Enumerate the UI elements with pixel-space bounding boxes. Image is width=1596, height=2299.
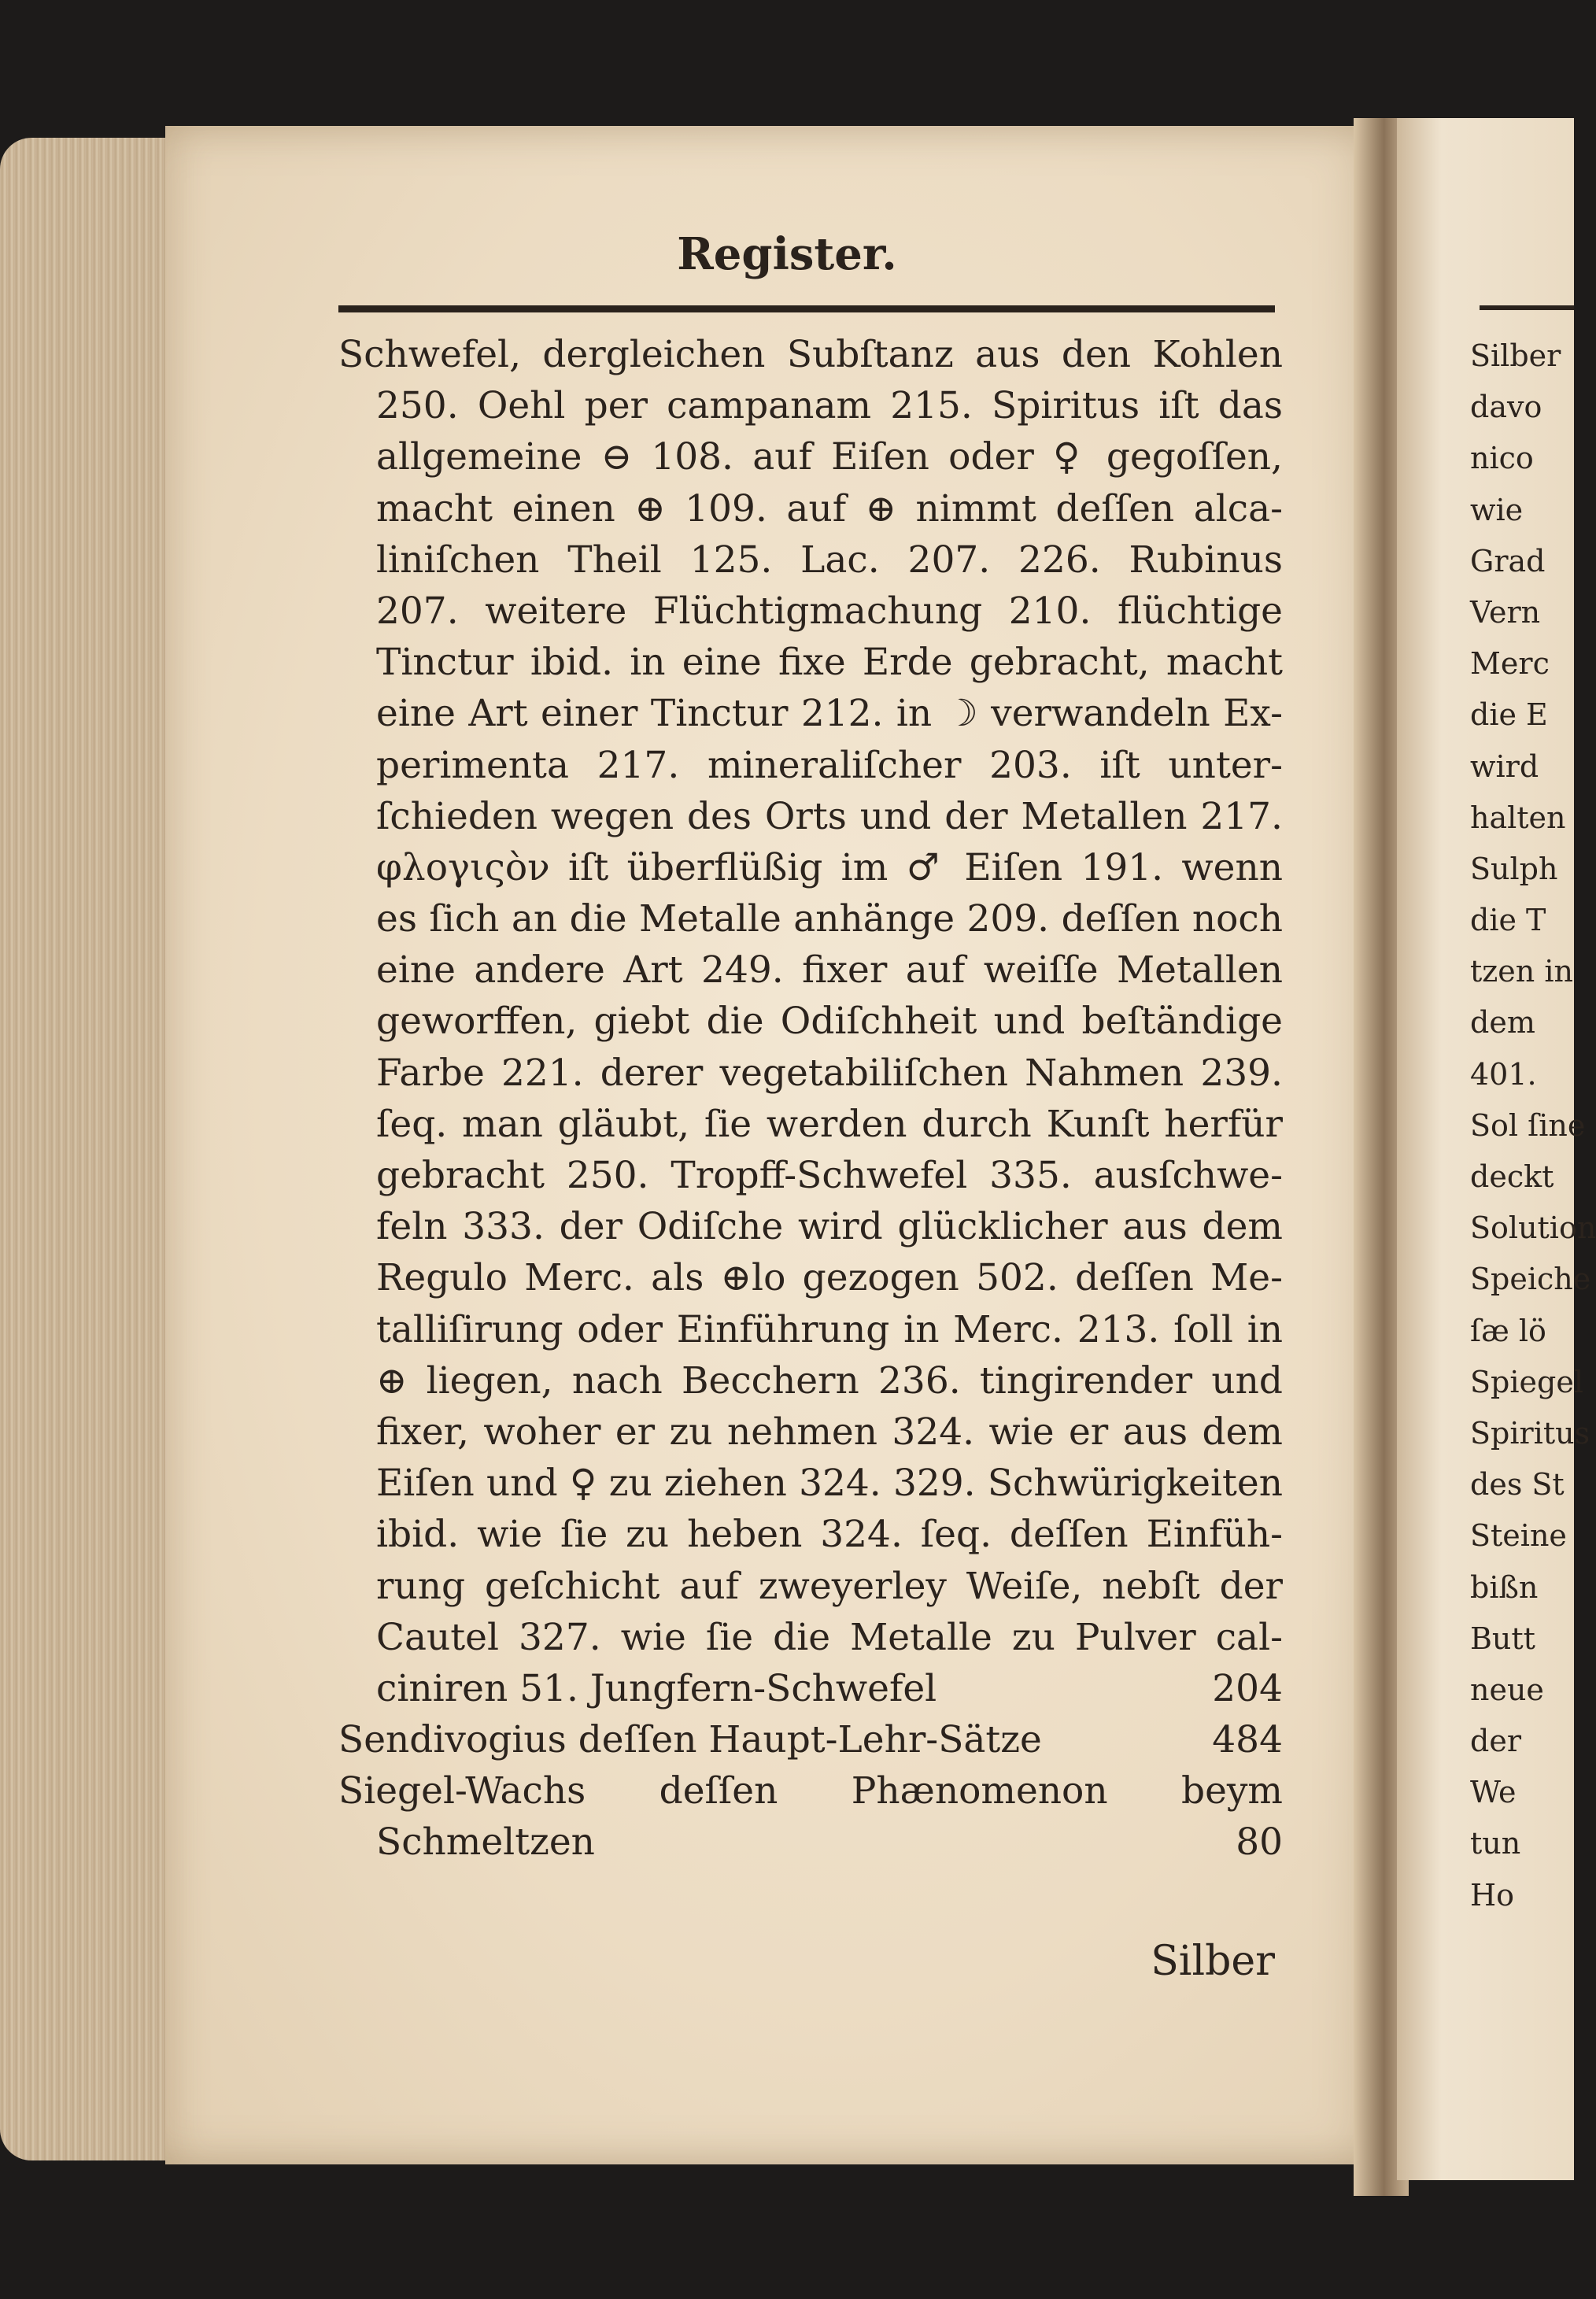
text-line: fixer, woher er zu nehmen 324. wie er aus dem (376, 1410, 1283, 1454)
facing-page-fragments (1470, 331, 1596, 1921)
facing-page-rule (1480, 305, 1574, 310)
text-line: liniſchen Theil 125. Lac. 207. 226. Rubinus (376, 538, 1283, 582)
facing-line: Merc (1470, 646, 1550, 682)
text-line: 250. Oehl per campanam 215. Spiritus iſt das (376, 384, 1283, 428)
facing-line: Speiche (1470, 1262, 1591, 1297)
facing-line: Spiritus (1470, 1415, 1590, 1451)
facing-line: Sol ſine (1470, 1107, 1586, 1143)
index-entry (338, 1663, 1283, 1714)
facing-line: dem (1470, 1005, 1535, 1040)
text-line: Eiſen und ♀ zu ziehen 324. 329. Schwürigkeiten (376, 1462, 1283, 1506)
text-line: Regulo Merc. als ⊕lo gezogen 502. deſſen Me- (376, 1256, 1283, 1300)
entry-page-number: 484 (1212, 1718, 1283, 1762)
text-line: feln 333. der Odiſche wird glücklicher aus dem (376, 1205, 1283, 1249)
facing-line: neue (1470, 1672, 1544, 1707)
text-line: Schwefel, dergleichen Subſtanz aus den Kohlen (338, 333, 1283, 376)
facing-line: Butt (1470, 1621, 1535, 1656)
text-line: talliſirung oder Einführung in Merc. 213. ſoll in (376, 1307, 1283, 1351)
facing-line: Vern (1470, 594, 1541, 630)
register-text (338, 329, 1283, 1868)
text-line: geworffen, giebt die Odiſchheit und beſtändige (376, 1000, 1283, 1044)
text-line: gebracht 250. Tropff-Schwefel 335. ausſchwe- (376, 1154, 1283, 1197)
text-line: rung geſchicht auf zweyerley Weiſe, nebſt der (376, 1564, 1283, 1608)
text-line: es ſich an die Metalle anhänge 209. deſſen noch (376, 897, 1283, 941)
text-line: eine andere Art 249. fixer auf weiſſe Metallen (376, 948, 1283, 992)
text-line: 207. weitere Flüchtigmachung 210. flüchtige (376, 589, 1283, 633)
entry-text: Schmeltzen (376, 1820, 595, 1865)
facing-line: 401. (1470, 1056, 1537, 1092)
facing-line: des St (1470, 1467, 1565, 1502)
entry-text: Sendivogius deſſen Haupt-Lehr-Sätze (338, 1718, 1042, 1762)
text-line: Cautel 327. wie ſie die Metalle zu Pulver cal- (376, 1615, 1283, 1659)
facing-line: halten (1470, 800, 1566, 835)
facing-line: We (1470, 1775, 1517, 1810)
facing-line: Silber (1470, 338, 1561, 373)
text-line: allgemeine ⊖ 108. auf Eiſen oder ♀ gegoſſen, (376, 435, 1283, 479)
text-line: Farbe 221. derer vegetabiliſchen Nahmen 239. (376, 1051, 1283, 1095)
text-line: ⊕ liegen, nach Becchern 236. tingirender und (376, 1358, 1283, 1403)
facing-line: die E (1470, 697, 1548, 733)
facing-line: Grad (1470, 543, 1546, 578)
text-line: Tinctur ibid. in eine fixe Erde gebracht, macht (376, 641, 1283, 685)
facing-line: deckt (1470, 1159, 1554, 1194)
catchword: Silber (1151, 1938, 1275, 1985)
entry-page-number: 80 (1236, 1820, 1283, 1865)
header-rule (338, 305, 1275, 312)
facing-line: tzen in (1470, 954, 1573, 989)
text-line: ſchieden wegen des Orts und der Metallen 217. (376, 794, 1283, 838)
facing-line: bißn (1470, 1569, 1539, 1605)
facing-line: Steine (1470, 1518, 1567, 1554)
entry-page-number: 204 (1212, 1666, 1283, 1710)
text-line: ſeq. man gläubt, ſie werden durch Kunſt herfür (376, 1102, 1283, 1146)
facing-line: ſæ lö (1470, 1313, 1546, 1348)
running-head: Register. (677, 228, 897, 280)
index-entry (338, 1714, 1283, 1765)
text-line: perimenta 217. mineraliſcher 203. iſt unter- (376, 743, 1283, 787)
entry-text: ciniren 51. Jungfern-Schwefel (376, 1666, 937, 1710)
text-line: macht einen ⊕ 109. auf ⊕ nimmt deſſen alca- (376, 486, 1283, 530)
text-line: ibid. wie ſie zu heben 324. ſeq. deſſen Einfüh- (376, 1513, 1283, 1557)
index-entry (338, 1817, 1283, 1868)
facing-line: nico (1470, 441, 1534, 476)
facing-line: Sulph (1470, 851, 1558, 886)
text-line: eine Art einer Tinctur 212. in ☽ verwandeln Ex- (376, 692, 1283, 736)
facing-line: tun (1470, 1826, 1521, 1861)
facing-line: davo (1470, 390, 1542, 425)
facing-line: Spiegel (1470, 1364, 1583, 1399)
facing-line: Ho (1470, 1877, 1515, 1913)
facing-line: die T (1470, 903, 1546, 938)
facing-line: wird (1470, 748, 1539, 784)
text-line: φλογιςὸν iſt überflüßig im ♂ Eiſen 191. wenn (376, 845, 1283, 889)
facing-line: der (1470, 1724, 1521, 1759)
text-line: Siegel-Wachs deſſen Phænomenon beym (338, 1769, 1283, 1813)
facing-line: Solution (1470, 1210, 1596, 1246)
page-edges (0, 138, 185, 2160)
facing-line: wie (1470, 492, 1524, 527)
